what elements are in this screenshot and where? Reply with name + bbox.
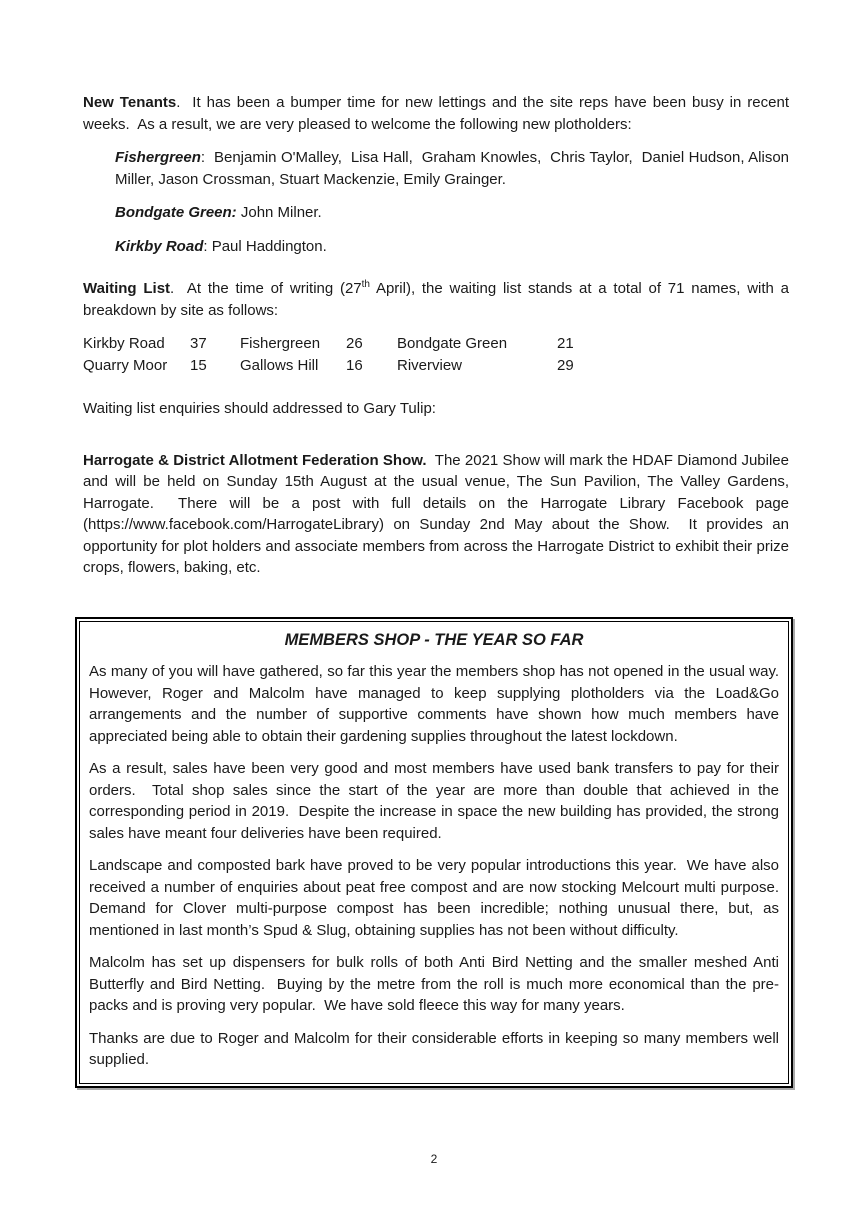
new-tenants-body: . It has been a bumper time for new lettings and the site reps have been busy in recent weeks. As a result, we are very pleased to welcome the following new plotholders: [83,94,794,133]
waiting-list-heading: Waiting List [83,280,171,297]
waiting-list-table [83,333,637,376]
site-name: Fishergreen [115,149,201,166]
waiting-list-enquiries: Waiting list enquiries should addressed to Gary Tulip: [83,400,436,417]
site-new-plotholders: : Paul Haddington. [203,237,327,255]
members-shop-title: MEMBERS SHOP - THE YEAR SO FAR [284,630,584,649]
site-label: Bondgate Green [397,335,508,352]
members-shop-paragraph: Malcolm has set up dispensers for bulk rolls of both Anti Bird Netting and the smaller meshed Anti Butterfly and Bird Netting. Buying by the metre from the roll is much more economical than the pre-packs and is proving very popular. We have sold fleece this way for many years. [89,954,784,1014]
site-count: 29 [557,356,574,374]
federation-show-paragraph [83,450,794,579]
site-count: 37 [190,335,207,352]
members-shop-paragraph: As a result, sales have been very good and most members have used bank transfers to pay for their orders. Total shop sales since the start of the year are more than double that achieved in the corresponding period in 2019. Despite the increase in space the new building has provided, the strong sales have meant four deliveries have been required. [89,760,784,842]
site-label: Gallows Hill [240,356,319,374]
site-count: 21 [557,335,574,352]
members-shop-paragraph: As many of you will have gathered, so far this year the members shop has not opened in the usual way. However, Roger and Malcolm have managed to keep supplying plotholders via the Load&Go arrangements and the number of supportive comments have shown how much members have appreciated being able to obtain their gardening supplies throughout the latest lockdown. [89,663,788,745]
new-tenants-heading: New Tenants [83,94,177,111]
members-shop-box-inner [79,621,789,1084]
page-number: 2 [430,1152,438,1166]
site-new-plotholders: John Milner. [236,204,322,221]
members-shop-paragraph: Thanks are due to Roger and Malcolm for their considerable efforts in keeping so many members well supplied. [89,1029,784,1068]
site-name: Kirkby Road [115,237,204,255]
site-label: Riverview [397,356,463,374]
site-label: Quarry Moor [83,356,168,374]
site-name: Bondgate Green: [115,204,237,221]
ordinal-superscript: th [361,279,370,290]
site-label: Kirkby Road [83,335,165,352]
new-tenants-paragraph [83,92,794,135]
site-entry-bondgate-green [115,202,789,224]
table-row [83,355,637,377]
site-count: 15 [190,356,207,374]
members-shop-paragraph: Landscape and composted bark have proved to be very popular introductions this year. We have also received a number of enquiries about peat free compost and are now stocking Melcourt multi purpose. Demand for Clover multi-purpose compost has been incredible; nothing unusual there, but, as mentioned in last month’s Spud & Slug, obtaining supplies has not been without difficulty. [89,857,788,939]
waiting-list-body-pre: . At the time of writing (27 [170,280,362,297]
federation-show-body: The 2021 Show will mark the HDAF Diamond Jubilee and will be held on Sunday 15th August at the usual venue, The Sun Pavilion, The Valley Gardens, Harrogate. There will be a post with full details on the Harrogate Library Facebook page (https://www.facebook.com/HarrogateLibrary) on Sunday 2nd May about the Show. It provides an opportunity for plot holders and associate members from across the Harrogate District to exhibit their prize crops, flowers, baking, etc. [83,451,794,576]
site-new-plotholders: : Benjamin O'Malley, Lisa Hall, Graham Knowles, Chris Taylor, Daniel Hudson, Alison Miller, Jason Crossman, Stuart Mackenzie, Emily Grainger. [115,149,794,188]
site-label: Fishergreen [240,335,321,352]
table-row [83,333,637,355]
site-entry-fishergreen [115,147,794,190]
site-count: 26 [346,335,363,352]
waiting-list-body-post: April), the waiting list stands at a total of 71 names, with a breakdown by site as follows: [83,280,794,319]
site-entry-kirkby-road [115,236,789,258]
waiting-list-paragraph [83,278,794,321]
federation-show-heading: Harrogate & District Allotment Federation Show. [83,451,427,469]
members-shop-box [75,617,793,1088]
site-count: 16 [346,356,363,374]
